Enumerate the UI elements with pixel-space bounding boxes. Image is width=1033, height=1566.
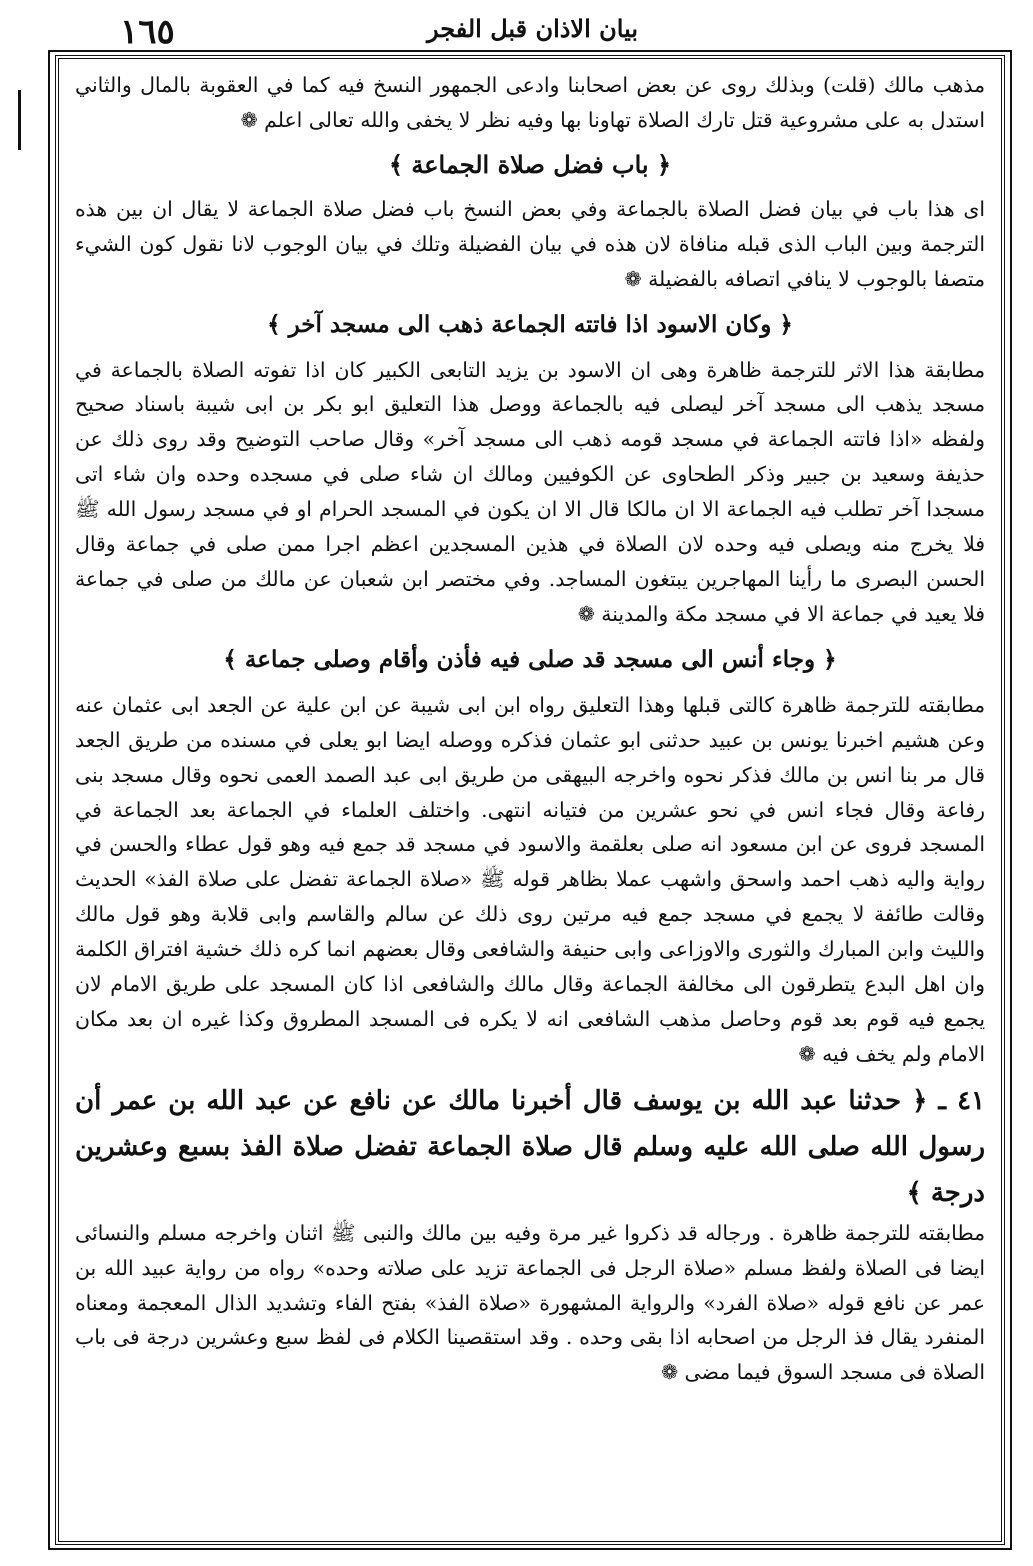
athar-quote-1: ﴿ وكان الاسود اذا فاتته الجماعة ذهب الى مسجد آخر ﴾ xyxy=(267,310,793,338)
commentary-2: مطابقته للترجمة ظاهرة كالتى قبلها وهذا التعليق رواه ابن ابى شيبة عن ابن علية عن الجعد ابى عثمان عنه وعن هشيم اخبرنا يونس بن عبيد حدثنى ابو عثمان فذكره ووصله ايضا ابو يعلى في مسنده من طريق الجعد قال مر بنا انس بن مالك فذكر نحوه واخرجه البيهقى من طريق ابى عبد الصمد العمى نحوه وقال مسجد بنى رفاعة وقال فجاء انس في نحو عشرين من فتيانه انتهى. واختلف العلماء في الجماعة بعد الجماعة في المسجد فروى عن ابن مسعود انه صلى بعلقمة والاسود في مسجد قد جمع فيه وهو قول عطاء والحسن في رواية واليه ذهب احمد واسحق واشهب عملا بظاهر قوله ﷺ «صلاة الجماعة تفضل على صلاة الفذ» الحديث وقالت طائفة لا يجمع في مسجد جمع فيه مرتين روى ذلك عن سالم والقاسم وابى قلابة وهو قول مالك والليث وابن المبارك والثورى والاوزاعى وابى حنيفة والشافعى وقال بعضهم انما كره ذلك خشية افتراق الكلمة وان اهل البدع يتطرقون الى مخالفة الجماعة وقال مالك والشافعى اذا كان المسجد على طريق الامام لان يجمع فيه قوم بعد قوم وحاصل مذهب الشافعى انه لا يكره فى المسجد المطروق وكذا غيره ان بعد مكان الامام ولم يخف فيه ❁ xyxy=(75,692,985,1066)
athar-quote-2: ﴿ وجاء أنس الى مسجد قد صلى فيه فأذن وأقام وصلى جماعة ﴾ xyxy=(223,645,837,673)
chapter-commentary: اى هذا باب في بيان فضل الصلاة بالجماعة وفي بعض النسخ باب فضل صلاة الجماعة لا يقال ان بين هذه الترجمة وبين الباب الذى قبله منافاة لان هذه في بيان الفضيلة وتلك في بيان الوجوب لانا نقول كون الشيء متصفا بالوجوب لا ينافي اتصافه بالفضيلة ❁ xyxy=(75,196,985,291)
chapter-heading: ﴿ باب فضل صلاة الجماعة ﴾ xyxy=(388,149,672,179)
page-number: ١٦٥ xyxy=(120,12,175,52)
running-title: بيان الاذان قبل الفجر xyxy=(426,14,638,43)
hadith-number: ٤١ ـ xyxy=(938,1085,985,1116)
commentary-3: مطابقته للترجمة ظاهرة . ورجاله قد ذكروا غير مرة وفيه بين مالك والنبى ﷺ اثنان واخرجه مسلم والنسائى ايضا فى الصلاة ولفظ مسلم «صلاة الرجل فى الجماعة تزيد على صلاته وحده» رواه من رواية عبيد الله بن عمر عن نافع قوله «صلاة الفرد» والرواية المشهورة «صلاة الفذ» بفتح الفاء وتشديد الذال المعجمة ومعناه المنفرد يقال فذ الرجل من اصحابه اذا بقى وحده . وقد استقصينا الكلام فى لفظ سبع وعشرين درجة فى باب الصلاة فى مسجد السوق فيما مضى ❁ xyxy=(75,1220,985,1385)
commentary-1: مطابقة هذا الاثر للترجمة ظاهرة وهى ان الاسود بن يزيد التابعى الكبير كان اذا تفوته الصلاة بالجماعة في مسجد يذهب الى مسجد آخر ليصلى فيه بالجماعة ووصل هذا التعليق ابو بكر بن ابى شيبة باسناد صحيح ولفظه «اذا فاتته الجماعة في مسجد قومه ذهب الى مسجد آخر» وقال صاحب التوضيح وقد روى ذلك عن حذيفة وسعيد بن جبير وذكر الطحاوى عن الكوفيين ومالك ان شاء صلى في مسجده وحده وان شاء اتى مسجدا آخر تطلب فيه الجماعة الا ان مالكا قال الا ان يكون في المسجد الحرام او في مسجد رسول الله ﷺ فلا يخرج منه ويصلى فيه وحده لان الصلاة في هذين المسجدين اعظم اجرا ممن صلى في جماعة وقال الحسن البصرى ما رأينا المهاجرين يبتغون المساجد. وفي مختصر ابن شعبان عن مالك من صلى في جماعة فلا يعيد في جماعة الا في مسجد مكة والمدينة ❁ xyxy=(75,357,985,626)
page-header xyxy=(60,12,1005,52)
intro-paragraph: مذهب مالك (قلت) وبذلك روى عن بعض اصحابنا وادعى الجمهور النسخ فيه كما في العقوبة بالمال والثاني استدل به على مشروعية قتل تارك الصلاة تهاونا بها وفيه نظر لا يخفى والله تعالى اعلم ❁ xyxy=(75,73,985,132)
margin-mark xyxy=(18,90,21,150)
hadith-text xyxy=(75,1078,985,1216)
hadith-body: ﴿ حدثنا عبد الله بن يوسف قال أخبرنا مالك عن نافع عن عبد الله بن عمر أن رسول الله صلى الله عليه وسلم قال صلاة الجماعة تفضل صلاة الفذ بسبع وعشرين درجة ﴾ xyxy=(75,1085,985,1208)
page-body xyxy=(75,68,985,1528)
